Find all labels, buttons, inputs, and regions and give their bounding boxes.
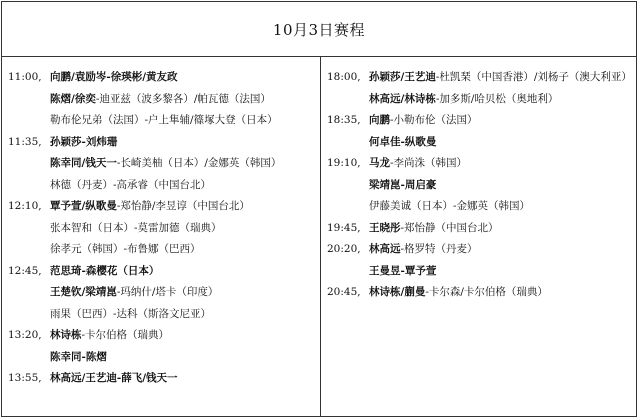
chinese-players: 覃予萱/纵歌曼: [50, 200, 117, 212]
chinese-players: 孙颖莎-刘炜珊: [50, 135, 118, 148]
schedule-table: [1, 1, 637, 417]
match-line: [8, 239, 320, 261]
match-line: [8, 132, 320, 154]
opponents: -小勒布伦（法国）: [390, 114, 478, 126]
chinese-players: 林诗栋: [50, 329, 82, 341]
match-line: [327, 282, 636, 304]
match-line: [8, 282, 320, 304]
opponents: -卡尔伯格（瑞典）: [81, 329, 170, 341]
match-time: 20:20,: [327, 243, 361, 255]
match-line: [327, 218, 636, 240]
opponents: -杜凯琹（中国香港）/刘杨子（澳大利亚）: [435, 71, 632, 83]
match-line: [8, 175, 320, 197]
match-line: [8, 347, 320, 369]
chinese-players: 王楚钦/梁靖崑: [50, 286, 117, 298]
match-time: 19:45,: [327, 221, 361, 234]
match-line: [8, 89, 320, 111]
match-time: 12:10,: [8, 200, 42, 212]
chinese-players: 林高远: [369, 243, 401, 255]
chinese-players: 范思琦-森樱花（日本）: [50, 264, 160, 277]
opponents: 雨果（巴西）-达科（斯洛文尼亚）: [50, 307, 212, 320]
match-line: [8, 304, 320, 326]
chinese-players: 向鹏/袁励岑-徐瑛彬/黄友政: [50, 71, 178, 83]
opponents: -格罗特（丹麦）: [400, 243, 478, 255]
chinese-players: 林高远/林诗栋: [369, 92, 436, 105]
opponents: -卡尔森/卡尔伯格（瑞典）: [425, 286, 548, 298]
match-time: 20:45,: [327, 286, 361, 298]
match-line: [8, 218, 320, 240]
opponents: -加多斯/哈贝松（奥地利）: [435, 92, 559, 105]
chinese-players: 王曼昱-覃予萱: [369, 264, 437, 277]
match-time: 13:20,: [8, 329, 42, 341]
chinese-players: 陈熠/徐奕: [50, 92, 96, 105]
chinese-players: 马龙: [369, 157, 390, 169]
match-line: [327, 89, 636, 111]
chinese-players: 林诗栋/蒯曼: [369, 286, 426, 298]
opponents: -迪亚兹（波多黎各）/帕瓦德（法国）: [95, 92, 271, 105]
match-line: [8, 261, 320, 283]
title-row: [2, 2, 636, 57]
match-line: [8, 110, 320, 132]
chinese-players: 梁靖崑-周启豪: [369, 178, 437, 191]
match-time: 13:55,: [8, 372, 42, 384]
match-line: [8, 153, 320, 175]
left-column: [2, 57, 321, 417]
schedule-title: 10月3日赛程: [272, 20, 366, 39]
match-time: 11:35,: [8, 135, 42, 148]
match-time: 12:45,: [8, 264, 42, 277]
opponents: -李尚洙（韩国）: [390, 157, 468, 169]
match-line: [327, 175, 636, 197]
opponents: 林德（丹麦）-高承睿（中国台北）: [50, 178, 212, 191]
match-line: [8, 368, 320, 390]
opponents: -郑怡静/李昱谆（中国台北）: [116, 200, 250, 212]
opponents: 徐孝元（韩国）-布鲁娜（巴西）: [50, 243, 201, 255]
opponents: -郑怡静（中国台北）: [400, 221, 499, 234]
chinese-players: 陈幸同/钱天一: [50, 157, 117, 169]
right-column: [321, 57, 636, 417]
match-line: [327, 67, 636, 89]
match-time: 18:35,: [327, 114, 361, 126]
match-time: 18:00,: [327, 71, 361, 83]
chinese-players: 林高远/王艺迪-薛飞/钱天一: [50, 372, 178, 384]
schedule-columns: [2, 57, 636, 417]
opponents: 伊藤美诚（日本）-金娜英（韩国）: [369, 200, 531, 212]
chinese-players: 王晓彤: [369, 221, 401, 234]
match-line: [327, 132, 636, 154]
chinese-players: 向鹏: [369, 114, 390, 126]
opponents: 张本智和（日本）-莫雷加德（瑞典）: [50, 221, 222, 234]
chinese-players: 孙颖莎/王艺迪: [369, 71, 436, 83]
match-line: [327, 110, 636, 132]
match-time: 11:00,: [8, 71, 42, 83]
match-line: [327, 239, 636, 261]
match-time: 19:10,: [327, 157, 361, 169]
opponents: -玛纳什/塔卡（印度）: [116, 286, 219, 298]
match-line: [327, 261, 636, 283]
match-line: [8, 67, 320, 89]
match-line: [8, 196, 320, 218]
match-line: [327, 153, 636, 175]
opponents: -长崎美柚（日本）/金娜英（韩国）: [116, 157, 282, 169]
chinese-players: 何卓佳-纵歌曼: [369, 135, 437, 148]
chinese-players: 陈幸同-陈熠: [50, 350, 107, 363]
match-line: [327, 196, 636, 218]
opponents: 勒布伦兄弟（法国）-户上隼辅/篠塚大登（日本）: [50, 114, 278, 126]
match-line: [8, 325, 320, 347]
